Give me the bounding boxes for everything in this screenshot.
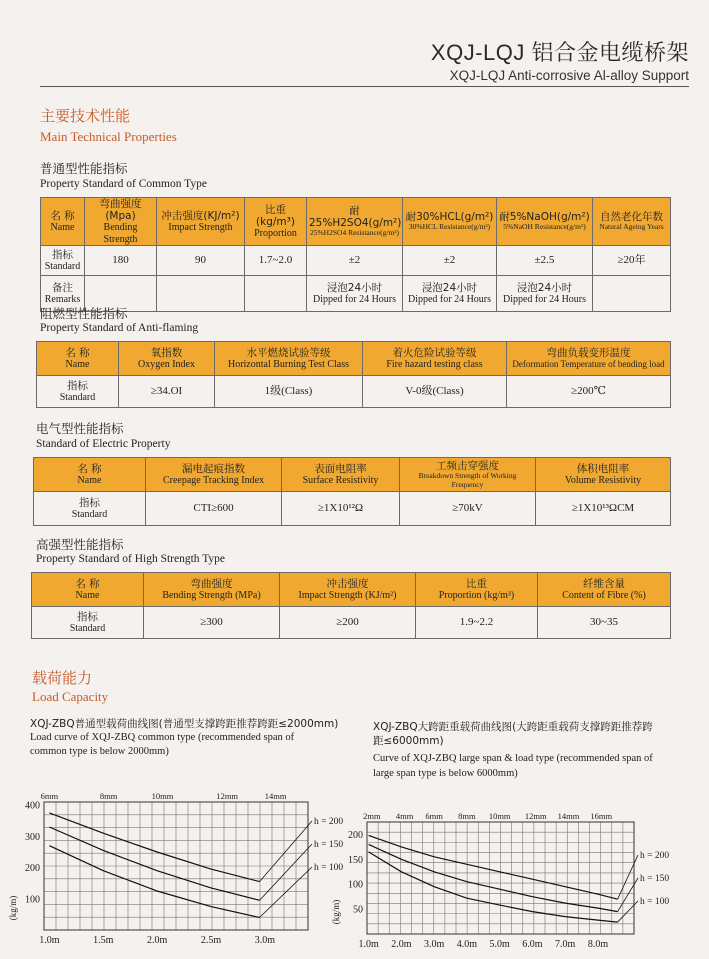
header-horizontal-burning: 水平燃烧试验等级 Horizontal Burning Test Class: [215, 342, 363, 376]
header-surface-resistivity: 表面电阻率 Surface Resistivity: [282, 458, 400, 492]
left-chart-caption: [30, 717, 360, 760]
right-x-tick-label: 8.0m: [587, 939, 609, 950]
left-leader-line: [260, 844, 312, 900]
left-x-tick-label: 1.0m: [39, 935, 60, 946]
common-title-en: Property Standard of Common Type: [40, 178, 207, 190]
row-label-standard: 指标 Standard: [37, 376, 119, 408]
right-leader-line: [618, 855, 638, 899]
flaming-title-cn: 阻燃型性能指标: [40, 306, 128, 321]
table-cell: 浸泡24小时 Dipped for 24 Hours: [403, 276, 497, 312]
table-cell: 180: [85, 246, 157, 276]
right-x-tick-label: 2.0m: [391, 939, 412, 950]
table-cell: [157, 276, 245, 312]
left-y-axis-label: (kg/m): [8, 895, 18, 921]
right-leader-line: [618, 901, 638, 922]
left-series-label: h = 150: [314, 840, 344, 850]
left-top-label: 12mm: [216, 791, 239, 801]
left-x-tick-label: 1.5m: [93, 935, 114, 946]
table-cell: CTI≥600: [146, 492, 282, 526]
left-x-tick-label: 3.0m: [254, 935, 276, 946]
header-ageing: 自然老化年数 Natural Ageing Years: [593, 198, 671, 246]
table-cell: V-0级(Class): [363, 376, 507, 408]
left-leader-line: [260, 821, 312, 882]
table-cell: ≥200: [280, 607, 416, 639]
header-divider: [40, 86, 689, 87]
electric-property-table: [33, 457, 671, 526]
left-top-label: 14mm: [264, 791, 287, 801]
document-title: XQJ-LQJ 铝合金电缆桥架: [430, 40, 689, 65]
right-plot-frame: [367, 822, 634, 934]
header-creepage: 漏电起痕指数 Creepage Tracking Index: [146, 458, 282, 492]
row-label-standard: 指标 Standard: [41, 246, 85, 276]
table-cell: ≥300: [144, 607, 280, 639]
strength-header-row: [32, 573, 671, 607]
left-top-label: 6mm: [40, 791, 59, 801]
row-label-standard: 指标 Standard: [32, 607, 144, 639]
common-remarks-row: [41, 276, 671, 312]
left-y-tick-label: 400: [25, 800, 40, 812]
left-y-tick-label: 100: [25, 894, 40, 906]
strength-standard-row: [32, 607, 671, 639]
load-title-cn: 载荷能力: [32, 669, 93, 687]
right-top-label: 10mm: [488, 811, 511, 821]
right-x-tick-label: 3.0m: [424, 939, 445, 950]
header-oxygen-index: 氧指数 Oxygen Index: [119, 342, 215, 376]
right-y-tick-label: 200: [348, 829, 363, 841]
right-caption-en-1: Curve of XQJ-ZBQ large span & load type (recommended span of: [373, 753, 653, 765]
left-series-line: [49, 827, 259, 900]
right-caption-en-2: large span type is below 6000mm): [373, 767, 518, 779]
header-fire-hazard: 着火危险试验等级 Fire hazard testing class: [363, 342, 507, 376]
table-cell: 1.9~2.2: [416, 607, 538, 639]
common-title-cn: 普通型性能指标: [40, 161, 128, 176]
right-top-label: 4mm: [395, 811, 414, 821]
right-top-label: 16mm: [590, 811, 613, 821]
right-y-tick-label: 50: [353, 904, 363, 916]
electric-header-row: [34, 458, 671, 492]
right-series-label: h = 100: [640, 897, 670, 907]
right-x-tick-label: 1.0m: [358, 939, 379, 950]
table-cell: ≥1X10¹³ΩCM: [536, 492, 671, 526]
left-series-line: [49, 846, 259, 918]
right-leader-line: [618, 878, 638, 912]
right-x-tick-label: 5.0m: [489, 939, 510, 950]
right-chart-caption: [373, 720, 693, 781]
header-deformation-temp: 弯曲负载变形温度 Deformation Temperature of bending load: [507, 342, 671, 376]
left-series-label: h = 100: [314, 863, 344, 873]
main-title-en: Main Technical Properties: [40, 129, 177, 144]
right-series-line: [369, 835, 618, 899]
left-x-tick-label: 2.5m: [200, 935, 222, 946]
right-y-tick-label: 150: [348, 854, 363, 866]
right-y-axis-label: (kg/m): [331, 899, 341, 925]
load-title-en: Load Capacity: [32, 689, 109, 704]
document-subtitle: XQJ-LQJ Anti-corrosive Al-alloy Support: [449, 68, 689, 83]
header-h2so4: 耐25%H2SO4(g/m²) 25%H2SO4 Resistance(g/m²): [307, 198, 403, 246]
left-leader-line: [260, 867, 312, 918]
right-series-line: [369, 844, 618, 911]
right-series-line: [369, 852, 618, 922]
electric-standard-row: [34, 492, 671, 526]
common-property-table: [40, 197, 671, 312]
right-top-label: 8mm: [458, 811, 476, 821]
strength-property-table: [31, 572, 671, 639]
flaming-standard-row: [37, 376, 671, 408]
common-standard-row: [41, 246, 671, 276]
flaming-property-table: [36, 341, 671, 408]
right-series-label: h = 200: [640, 851, 670, 861]
table-cell: 30~35: [538, 607, 671, 639]
header-volume-resistivity: 体积电阻率 Volume Resistivity: [536, 458, 671, 492]
table-cell: ±2.5: [497, 246, 593, 276]
header-impact-strength: 冲击强度 Impact Strength (KJ/m²): [280, 573, 416, 607]
left-caption-en-2: common type is below 2000mm): [30, 746, 169, 758]
table-cell: 浸泡24小时 Dipped for 24 Hours: [307, 276, 403, 312]
table-cell: 1.7~2.0: [245, 246, 307, 276]
strength-title-en: Property Standard of High Strength Type: [36, 553, 226, 565]
left-x-tick-label: 2.0m: [147, 935, 168, 946]
table-cell: [593, 276, 671, 312]
header-impact-strength: 冲击强度(KJ/m²) Impact Strength: [157, 198, 245, 246]
left-top-label: 10mm: [151, 791, 174, 801]
table-cell: 1级(Class): [215, 376, 363, 408]
right-series-label: h = 150: [640, 874, 670, 884]
header-breakdown-strength: 工频击穿强度 Breakdown Strength of Working Frequency: [400, 458, 536, 492]
header-name: 名 称 Name: [32, 573, 144, 607]
header-hcl: 耐30%HCL(g/m²) 30%HCL Resistance(g/m²): [403, 198, 497, 246]
table-cell: ±2: [307, 246, 403, 276]
right-top-label: 14mm: [557, 811, 580, 821]
header-name: 名 称 Name: [34, 458, 146, 492]
table-cell: 浸泡24小时 Dipped for 24 Hours: [497, 276, 593, 312]
right-top-label: 6mm: [425, 811, 443, 821]
header-name: 名 称 Name: [41, 198, 85, 246]
flaming-title-en: Property Standard of Anti-flaming: [40, 322, 199, 334]
left-caption-cn: XQJ-ZBQ普通型载荷曲线图(普通型支撑跨距推荐跨距≤2000mm): [30, 718, 339, 730]
right-x-tick-label: 4.0m: [456, 939, 478, 950]
table-cell: ≥20年: [593, 246, 671, 276]
right-top-label: 2mm: [363, 811, 381, 821]
table-cell: ≥1X10¹²Ω: [282, 492, 400, 526]
common-header-row: [41, 198, 671, 246]
left-series-line: [49, 813, 259, 882]
header-proportion: 比重(kg/m³) Proportion: [245, 198, 307, 246]
header-fibre-content: 纤维含量 Content of Fibre (%): [538, 573, 671, 607]
electric-title-en: Standard of Electric Property: [36, 438, 171, 450]
table-cell: ≥70kV: [400, 492, 536, 526]
table-cell: [245, 276, 307, 312]
table-cell: 90: [157, 246, 245, 276]
header-proportion: 比重 Proportion (kg/m³): [416, 573, 538, 607]
header-naoh: 耐5%NaOH(g/m²) 5%NaOH Resistance(g/m²): [497, 198, 593, 246]
left-top-label: 8mm: [99, 791, 118, 801]
left-series-label: h = 200: [314, 817, 344, 827]
table-cell: ≥34.OI: [119, 376, 215, 408]
row-label-remarks: 备注 Remarks: [41, 276, 85, 312]
main-title-cn: 主要技术性能: [40, 107, 131, 125]
row-label-standard: 指标 Standard: [34, 492, 146, 526]
right-caption-cn-1: XQJ-ZBQ大跨距重载荷曲线图(大跨距重载荷支撑跨距推荐跨: [373, 721, 653, 733]
header-bending-strength: 弯曲强度 Bending Strength (MPa): [144, 573, 280, 607]
left-y-tick-label: 300: [25, 831, 40, 843]
table-cell: ≥200℃: [507, 376, 671, 408]
left-plot-frame: [44, 802, 308, 930]
left-y-tick-label: 200: [25, 863, 40, 875]
right-x-tick-label: 6.0m: [522, 939, 543, 950]
right-caption-cn-2: 距≤6000mm): [373, 735, 444, 748]
right-y-tick-label: 100: [348, 879, 363, 891]
strength-title-cn: 高强型性能指标: [36, 537, 124, 552]
header-bending-strength: 弯曲强度(Mpa) Bending Strength: [85, 198, 157, 246]
flaming-header-row: [37, 342, 671, 376]
right-top-label: 12mm: [524, 811, 547, 821]
right-x-tick-label: 7.0m: [555, 939, 576, 950]
header-name: 名 称 Name: [37, 342, 119, 376]
electric-title-cn: 电气型性能指标: [36, 421, 124, 436]
left-caption-en-1: Load curve of XQJ-ZBQ common type (recommended span of: [30, 732, 295, 744]
table-cell: ±2: [403, 246, 497, 276]
